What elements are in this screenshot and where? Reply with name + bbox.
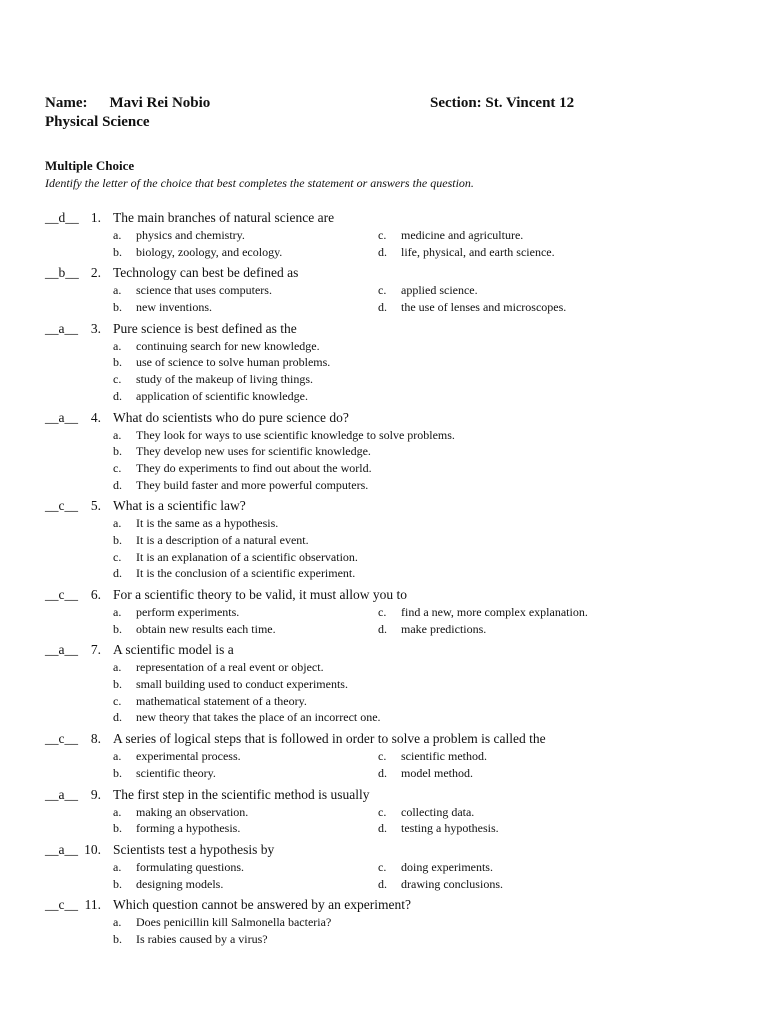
question-line xyxy=(45,585,745,604)
option-text: scientific method. xyxy=(401,749,487,764)
option-row xyxy=(45,515,745,532)
option-letter: d. xyxy=(378,876,387,891)
question-text: For a scientific theory to be valid, it must allow you to xyxy=(113,587,407,602)
section-line: Section: St. Vincent 12 xyxy=(430,95,575,111)
answer-blank: __c__ xyxy=(45,498,78,514)
option-row xyxy=(45,604,745,621)
options-list xyxy=(45,282,745,315)
option-letter: a. xyxy=(113,660,122,675)
name-label: Name: xyxy=(45,95,88,111)
option-row xyxy=(45,244,745,261)
option-row xyxy=(45,354,745,371)
option-letter: a. xyxy=(113,605,122,619)
option-text: small building used to conduct experiments. xyxy=(136,677,348,692)
option-letter: b. xyxy=(113,621,122,636)
question-line xyxy=(45,640,745,659)
options-list xyxy=(45,227,745,260)
option-row xyxy=(45,227,745,244)
option-row xyxy=(45,914,745,931)
question-item xyxy=(45,319,745,405)
question-line xyxy=(45,895,745,914)
option-text: application of scientific knowledge. xyxy=(136,388,308,403)
option-row xyxy=(45,371,745,388)
question-number: 2. xyxy=(90,265,101,281)
option-text: obtain new results each time. xyxy=(136,621,276,636)
question-number: 11. xyxy=(84,897,101,913)
option-row xyxy=(45,338,745,355)
option-row xyxy=(45,427,745,444)
question-item xyxy=(45,895,745,947)
option-text: They develop new uses for scientific knowledge. xyxy=(136,444,371,459)
option-text: collecting data. xyxy=(401,804,475,819)
question-line xyxy=(45,408,745,427)
option-letter: d. xyxy=(378,821,387,836)
option-letter: b. xyxy=(113,355,122,370)
question-item xyxy=(45,408,745,494)
question-number: 10. xyxy=(84,841,101,857)
option-row xyxy=(45,532,745,549)
option-letter: c. xyxy=(378,283,387,298)
options-list xyxy=(45,914,745,947)
option-letter: d. xyxy=(378,765,387,780)
instructions: Identify the letter of the choice that best completes the statement or answers the question. xyxy=(45,176,474,190)
option-row xyxy=(45,931,745,948)
option-text: study of the makeup of living things. xyxy=(136,372,313,387)
option-text: representation of a real event or object. xyxy=(136,660,324,675)
option-letter: a. xyxy=(113,749,122,764)
option-text: applied science. xyxy=(401,283,478,298)
option-row xyxy=(45,876,745,893)
option-letter: a. xyxy=(113,859,122,874)
answer-blank: __c__ xyxy=(45,731,78,747)
option-letter: b. xyxy=(113,244,122,259)
question-number: 8. xyxy=(90,731,101,747)
options-list xyxy=(45,748,745,781)
option-letter: c. xyxy=(378,859,387,874)
option-text: find a new, more complex explanation. xyxy=(401,605,588,619)
option-letter: c. xyxy=(378,605,387,619)
question-number: 3. xyxy=(90,320,101,336)
option-letter: b. xyxy=(113,821,122,836)
option-text: It is the same as a hypothesis. xyxy=(136,516,279,531)
question-text: What is a scientific law? xyxy=(113,498,246,514)
option-row xyxy=(45,443,745,460)
option-letter: b. xyxy=(113,876,122,891)
option-row xyxy=(45,820,745,837)
option-text: It is an explanation of a scientific observation. xyxy=(136,549,358,564)
option-text: the use of lenses and microscopes. xyxy=(401,300,567,315)
question-item xyxy=(45,840,745,892)
question-number: 5. xyxy=(90,498,101,514)
option-letter: b. xyxy=(113,532,122,547)
option-text: physics and chemistry. xyxy=(136,228,245,242)
option-text: forming a hypothesis. xyxy=(136,821,241,836)
option-letter: c. xyxy=(113,693,122,708)
option-text: Is rabies caused by a virus? xyxy=(136,931,268,946)
option-text: It is the conclusion of a scientific experiment. xyxy=(136,566,356,581)
options-list xyxy=(45,859,745,892)
option-letter: a. xyxy=(113,915,122,930)
question-number: 1. xyxy=(90,210,101,225)
option-letter: a. xyxy=(113,516,122,531)
answer-blank: __d__ xyxy=(45,210,79,225)
question-number: 7. xyxy=(90,642,101,658)
option-letter: d. xyxy=(113,566,122,581)
answer-blank: __a__ xyxy=(45,786,78,802)
question-text: Pure science is best defined as the xyxy=(113,320,297,336)
options-list xyxy=(45,804,745,837)
question-item xyxy=(45,585,745,637)
option-text: life, physical, and earth science. xyxy=(401,244,555,259)
option-row xyxy=(45,621,745,638)
option-row xyxy=(45,659,745,676)
option-letter: c. xyxy=(113,549,122,564)
option-letter: b. xyxy=(113,677,122,692)
option-row xyxy=(45,748,745,765)
option-letter: d. xyxy=(378,621,387,636)
option-row xyxy=(45,549,745,566)
option-letter: a. xyxy=(113,228,122,242)
option-letter: d. xyxy=(113,477,122,492)
option-letter: b. xyxy=(113,931,122,946)
option-text: medicine and agriculture. xyxy=(401,228,524,242)
option-text: testing a hypothesis. xyxy=(401,821,499,836)
option-row xyxy=(45,460,745,477)
option-letter: d. xyxy=(378,244,387,259)
question-item xyxy=(45,208,745,260)
option-row xyxy=(45,477,745,494)
option-text: making an observation. xyxy=(136,804,249,819)
option-letter: d. xyxy=(113,388,122,403)
option-text: Does penicillin kill Salmonella bacteria? xyxy=(136,915,332,930)
question-item xyxy=(45,263,745,315)
option-row xyxy=(45,709,745,726)
answer-blank: __c__ xyxy=(45,587,78,602)
question-text: Scientists test a hypothesis by xyxy=(113,841,275,857)
answer-blank: __a__ xyxy=(45,409,78,425)
answer-blank: __a__ xyxy=(45,320,78,336)
option-row xyxy=(45,676,745,693)
option-row xyxy=(45,388,745,405)
option-letter: b. xyxy=(113,444,122,459)
option-text: doing experiments. xyxy=(401,859,493,874)
question-number: 6. xyxy=(90,587,101,602)
options-list xyxy=(45,515,745,582)
question-line xyxy=(45,840,745,859)
options-list xyxy=(45,427,745,494)
option-text: experimental process. xyxy=(136,749,241,764)
question-item xyxy=(45,729,745,781)
option-letter: d. xyxy=(113,710,122,725)
option-text: new inventions. xyxy=(136,300,212,315)
question-line xyxy=(45,319,745,338)
option-letter: b. xyxy=(113,765,122,780)
question-item xyxy=(45,496,745,582)
question-text: The main branches of natural science are xyxy=(113,210,335,225)
option-letter: a. xyxy=(113,338,122,353)
student-name-line xyxy=(45,95,210,112)
answer-blank: __a__ xyxy=(45,642,78,658)
option-text: continuing search for new knowledge. xyxy=(136,338,320,353)
question-text: A series of logical steps that is followed in order to solve a problem is called the xyxy=(113,731,546,747)
option-row xyxy=(45,859,745,876)
student-name: Mavi Rei Nobio xyxy=(109,95,211,111)
option-text: biology, zoology, and ecology. xyxy=(136,244,283,259)
question-text: A scientific model is a xyxy=(113,642,234,658)
option-letter: d. xyxy=(378,300,387,315)
answer-blank: __b__ xyxy=(45,265,79,281)
option-letter: c. xyxy=(113,372,122,387)
question-text: Technology can best be defined as xyxy=(113,265,299,281)
question-line xyxy=(45,785,745,804)
options-list xyxy=(45,659,745,726)
section-title: Multiple Choice xyxy=(45,158,135,173)
option-row xyxy=(45,693,745,710)
option-text: It is a description of a natural event. xyxy=(136,532,309,547)
option-text: They do experiments to find out about the world. xyxy=(136,460,372,475)
subject-title: Physical Science xyxy=(45,114,150,130)
question-text: What do scientists who do pure science do? xyxy=(113,409,349,425)
question-number: 4. xyxy=(90,409,101,425)
options-list xyxy=(45,604,745,637)
option-text: new theory that takes the place of an incorrect one. xyxy=(136,710,381,725)
option-letter: c. xyxy=(378,749,387,764)
question-line xyxy=(45,729,745,748)
question-item xyxy=(45,785,745,837)
option-letter: a. xyxy=(113,283,122,298)
question-item xyxy=(45,640,745,726)
option-row xyxy=(45,765,745,782)
question-text: The first step in the scientific method is usually xyxy=(113,786,370,802)
option-text: perform experiments. xyxy=(136,605,240,619)
option-letter: c. xyxy=(378,228,387,242)
option-text: make predictions. xyxy=(401,621,487,636)
question-number: 9. xyxy=(90,786,101,802)
option-row xyxy=(45,282,745,299)
option-letter: a. xyxy=(113,804,122,819)
option-letter: b. xyxy=(113,300,122,315)
option-text: drawing conclusions. xyxy=(401,876,503,891)
option-letter: a. xyxy=(113,427,122,442)
option-row xyxy=(45,804,745,821)
question-list xyxy=(45,208,745,951)
option-text: They look for ways to use scientific knowledge to solve problems. xyxy=(136,427,455,442)
answer-blank: __c__ xyxy=(45,897,78,913)
option-letter: c. xyxy=(378,804,387,819)
question-text: Which question cannot be answered by an experiment? xyxy=(113,897,412,913)
question-line xyxy=(45,496,745,515)
option-text: formulating questions. xyxy=(136,859,244,874)
option-letter: c. xyxy=(113,460,122,475)
option-text: scientific theory. xyxy=(136,765,216,780)
option-row xyxy=(45,565,745,582)
option-text: designing models. xyxy=(136,876,224,891)
answer-blank: __a__ xyxy=(45,841,78,857)
option-row xyxy=(45,299,745,316)
option-text: mathematical statement of a theory. xyxy=(136,693,307,708)
option-text: model method. xyxy=(401,765,473,780)
options-list xyxy=(45,338,745,405)
question-line xyxy=(45,263,745,282)
option-text: use of science to solve human problems. xyxy=(136,355,331,370)
option-text: They build faster and more powerful computers. xyxy=(136,477,369,492)
option-text: science that uses computers. xyxy=(136,283,272,298)
question-line xyxy=(45,208,745,227)
